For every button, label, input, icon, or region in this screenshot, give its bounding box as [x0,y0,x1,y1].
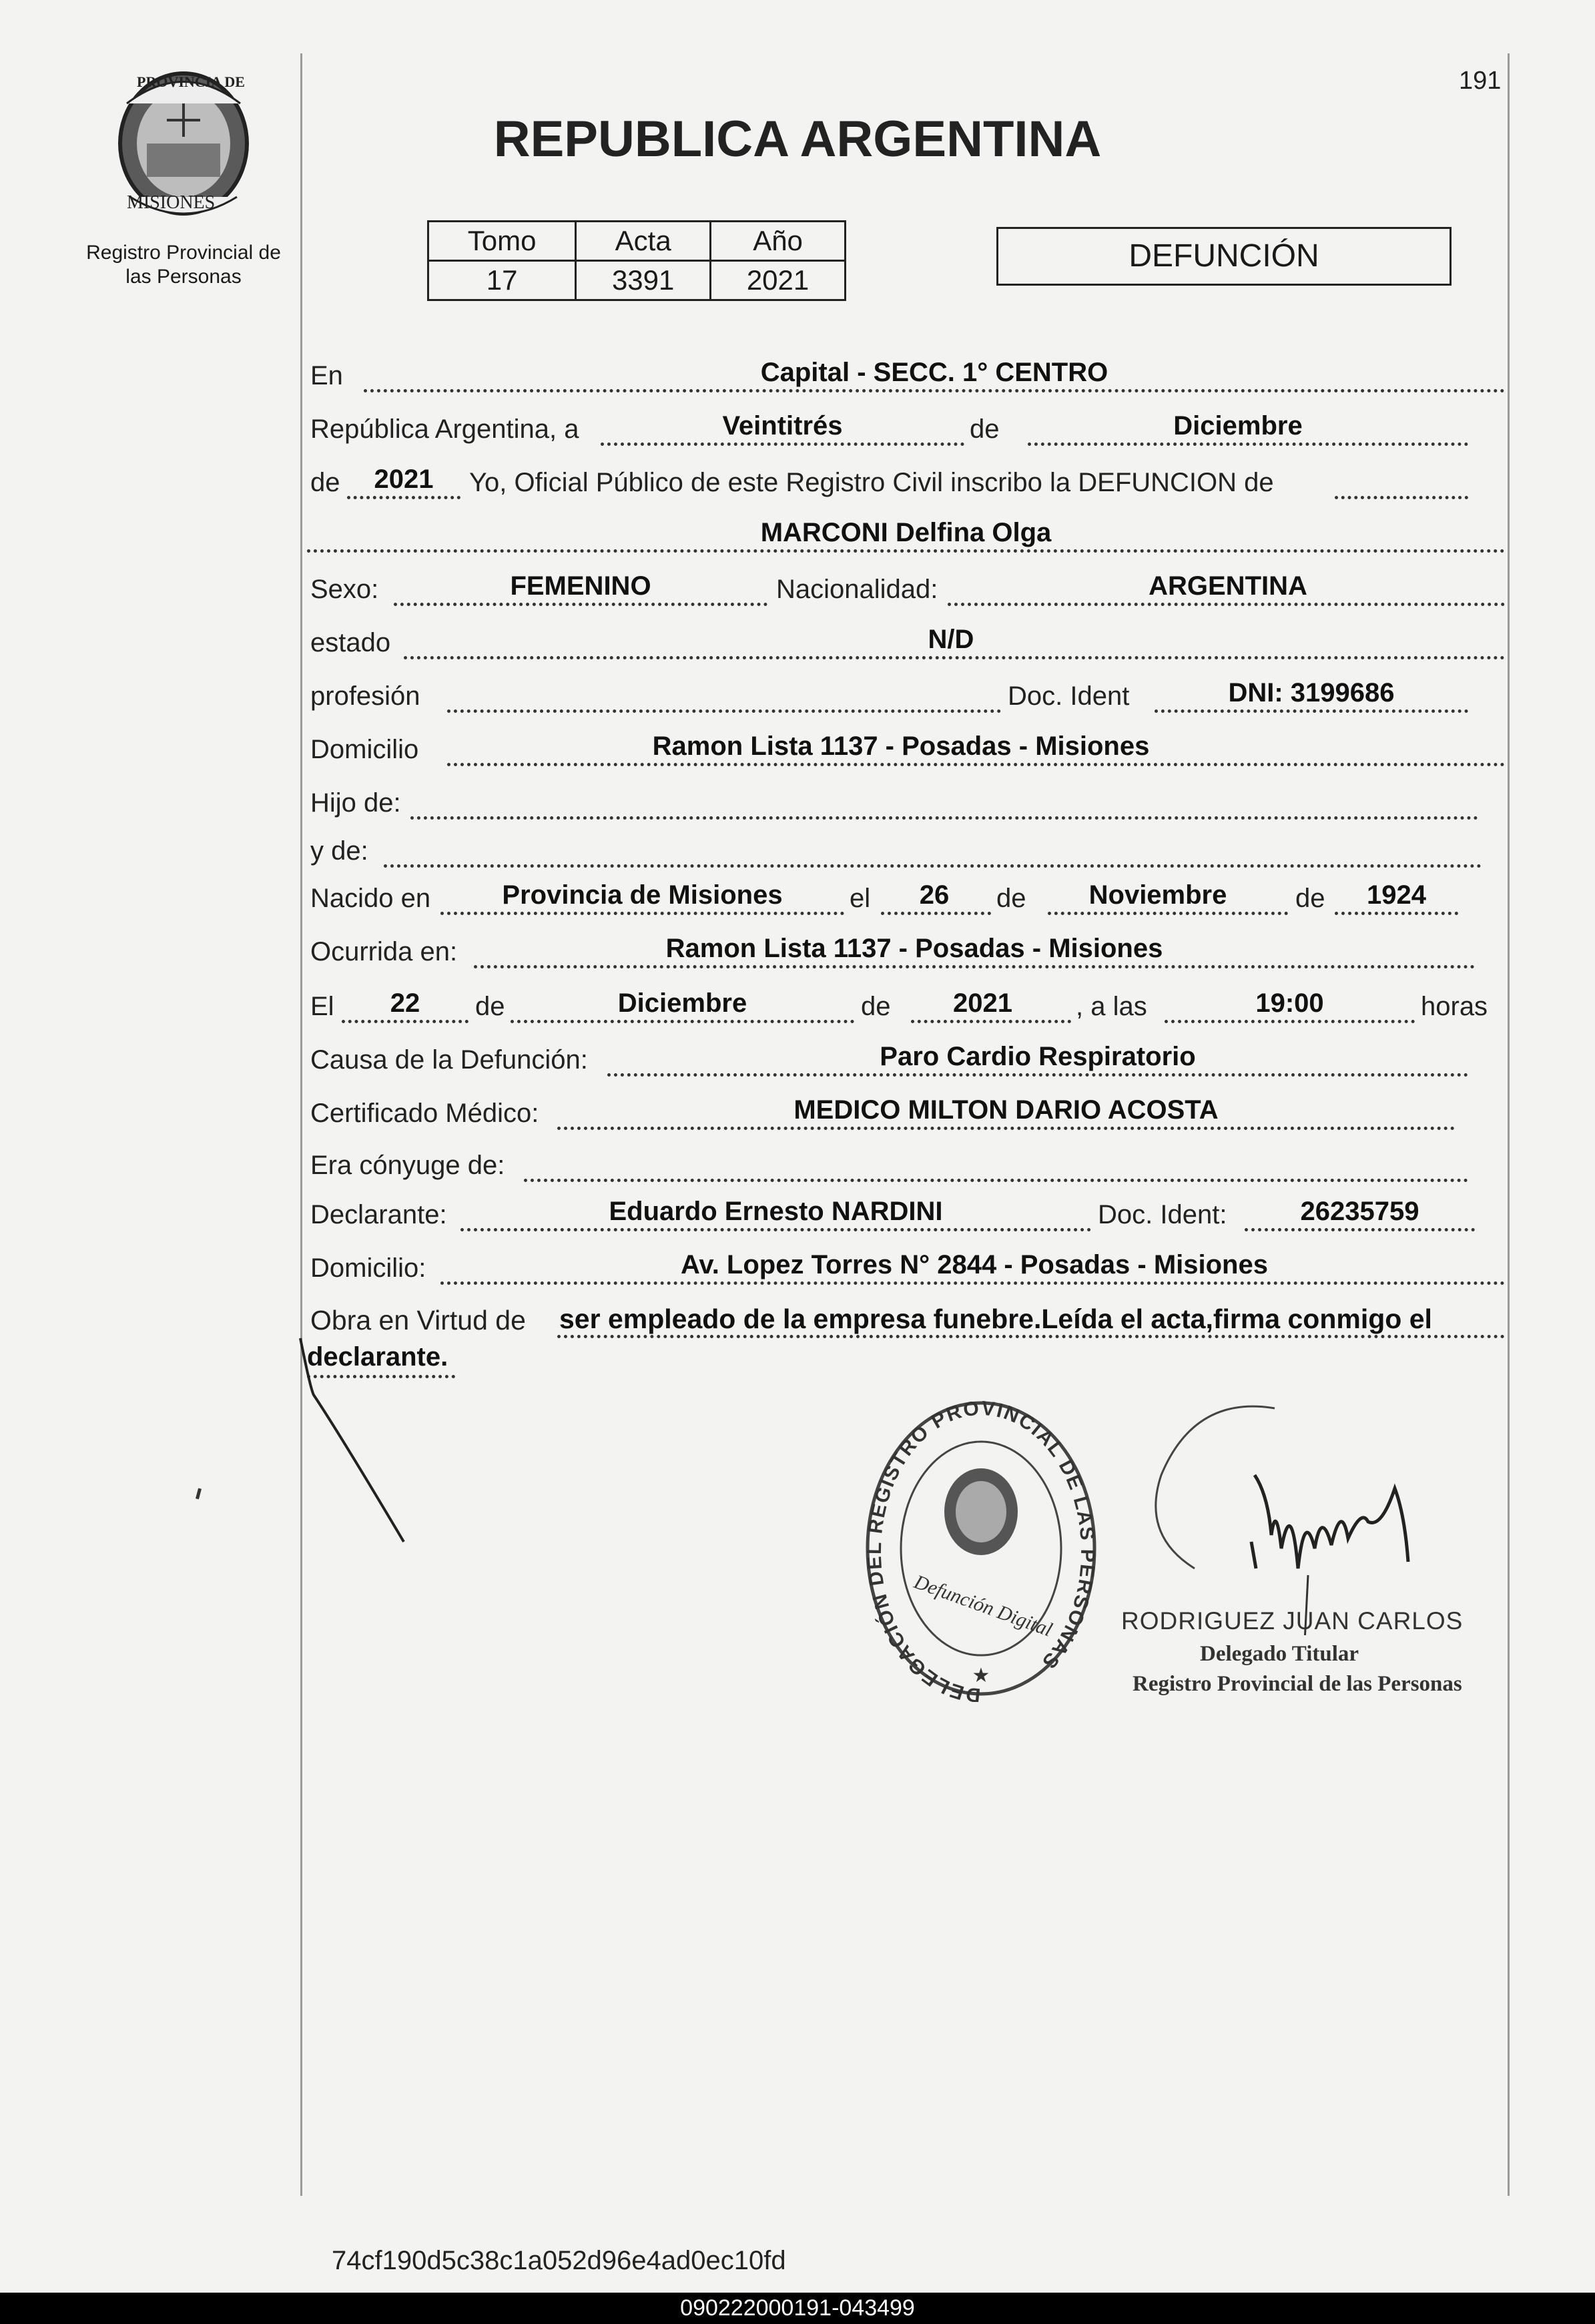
registry-name-line1: Registro Provincial de [86,242,281,264]
nacionalidad-line [948,603,1505,606]
declarante-value: Eduardo Ernesto NARDINI [609,1197,943,1226]
table-header-tomo: Tomo [428,222,576,261]
ocurrida-label: Ocurrida en: [310,937,458,966]
day-words-value: Veintitrés [722,411,843,441]
year-value: 2021 [374,465,434,494]
declarante-label: Declarante: [310,1200,447,1229]
seal-bottom-text: MISIONES [127,192,216,213]
de-label-1: de [970,414,1000,444]
right-margin-line [1508,53,1510,2196]
en-label: En [310,361,343,390]
de-label-2: de [310,468,340,497]
inscribo-text: Yo, Oficial Público de este Registro Civil inscribo la DEFUNCION de [469,468,1274,497]
death-day-value: 22 [390,988,420,1018]
birth-day-value: 26 [919,880,950,910]
cancel-stroke [294,1335,427,1555]
month-line [1028,443,1468,446]
table-value-acta: 3391 [576,261,711,300]
sexo-line [394,603,767,606]
signatory-role: Delegado Titular [1200,1642,1359,1666]
day-words-line [601,443,964,446]
death-time-line [1165,1020,1415,1023]
domicilio-line [447,763,1505,766]
domicilio-value: Ramon Lista 1137 - Posadas - Misiones [652,732,1150,761]
obra-value-line2: declarante. [307,1342,448,1372]
de-label-3: de [996,884,1026,913]
conyuge-line [524,1179,1468,1182]
seal-top-text: PROVINCIA DE [137,73,245,90]
document-hash: 74cf190d5c38c1a052d96e4ad0ec10fd [332,2246,786,2275]
estado-line [404,656,1505,659]
hijo-line [410,816,1478,820]
tomo-acta-ano-table [427,220,846,301]
inscribo-tail-line [1335,496,1468,499]
doc-ident-label: Doc. Ident [1008,681,1130,711]
hijo-label: Hijo de: [310,788,401,818]
ink-speck [196,1488,202,1500]
nacido-label: Nacido en [310,884,431,913]
death-day-line [342,1020,468,1023]
signatory-name: RODRIGUEZ JUAN CARLOS [1121,1607,1464,1635]
ocurrida-value: Ramon Lista 1137 - Posadas - Misiones [665,934,1163,963]
conyuge-label: Era cónyuge de: [310,1151,505,1180]
yde-line [384,864,1482,868]
death-month-line [511,1020,854,1023]
deceased-name-line [307,549,1505,553]
alas-label: , a las [1076,992,1147,1021]
left-margin-line [300,53,302,2196]
de-label-6: de [861,992,891,1021]
ocurrida-line [474,965,1475,968]
nacionalidad-label: Nacionalidad: [776,575,938,604]
table-header-acta: Acta [576,222,711,261]
nacionalidad-value: ARGENTINA [1149,571,1307,601]
certificado-value: MEDICO MILTON DARIO ACOSTA [793,1095,1219,1125]
signature-scribble [1101,1395,1475,1635]
birth-year-value: 1924 [1367,880,1426,910]
birth-month-line [1048,912,1288,915]
domicilio2-line [440,1281,1505,1285]
profesion-line [447,709,1001,713]
doc-ident-line [1155,709,1468,713]
sexo-label: Sexo: [310,575,379,604]
death-time-value: 19:00 [1255,988,1324,1018]
el2-label: El [310,992,334,1021]
horas-label: horas [1421,992,1488,1021]
year-line [347,496,460,499]
causa-value: Paro Cardio Respiratorio [880,1042,1196,1071]
certificado-label: Certificado Médico: [310,1099,539,1128]
death-year-value: 2021 [953,988,1012,1018]
svg-text:★: ★ [972,1665,990,1687]
republica-label: República Argentina, a [310,414,579,444]
nacido-value: Provincia de Misiones [502,880,783,910]
domicilio2-value: Av. Lopez Torres N° 2844 - Posadas - Misiones [681,1250,1268,1279]
stamp-outer-text: DELEGACIÓN DEL REGISTRO PROVINCIAL DE LAS PERSONAS [863,1397,1099,1702]
doc-ident-value: DNI: 3199686 [1228,678,1395,707]
doc-ident2-label: Doc. Ident: [1098,1200,1227,1229]
document-title: REPUBLICA ARGENTINA [493,111,1102,168]
estado-label: estado [310,628,391,657]
signatory-office: Registro Provincial de las Personas [1133,1672,1462,1696]
page-number: 191 [1459,67,1502,95]
place-value: Capital - SECC. 1° CENTRO [760,358,1108,387]
obra-label: Obra en Virtud de [310,1305,526,1336]
doc-ident2-line [1245,1228,1475,1231]
table-header-ano: Año [711,222,846,261]
domicilio-label: Domicilio [310,735,419,764]
birth-day-line [881,912,991,915]
month-value: Diciembre [1173,411,1303,441]
yde-label: y de: [310,836,368,866]
registry-name-line2: las Personas [125,266,242,288]
causa-line [607,1073,1468,1077]
de-label-4: de [1295,884,1325,913]
official-stamp [861,1395,1101,1702]
table-value-ano: 2021 [711,261,846,300]
domicilio2-label: Domicilio: [310,1253,426,1283]
de-label-5: de [475,992,505,1021]
estado-value: N/D [928,625,974,654]
certificado-line [557,1127,1455,1130]
table-value-tomo: 17 [428,261,576,300]
barcode-strip: 090222000191-043499 [0,2293,1595,2324]
en-line [364,389,1505,392]
el-label: el [850,884,871,913]
nacido-line [440,912,844,915]
causa-label: Causa de la Defunción: [310,1045,588,1075]
death-year-line [911,1020,1071,1023]
birth-year-line [1335,912,1458,915]
document-type-box: DEFUNCIÓN [996,227,1452,286]
birth-month-value: Noviembre [1088,880,1227,910]
stamp-inner-text: Defunción Digital [911,1570,1056,1641]
doc-ident2-value: 26235759 [1300,1197,1419,1226]
declarante-line [460,1228,1091,1231]
obra-value-line1: ser empleado de la empresa funebre.Leída el acta,firma conmigo el [559,1303,1432,1334]
sexo-value: FEMENINO [510,571,651,601]
obra-line [557,1335,1505,1338]
profesion-label: profesión [310,681,420,711]
deceased-name-value: MARCONI Delfina Olga [760,518,1052,547]
death-month-value: Diciembre [617,988,747,1018]
